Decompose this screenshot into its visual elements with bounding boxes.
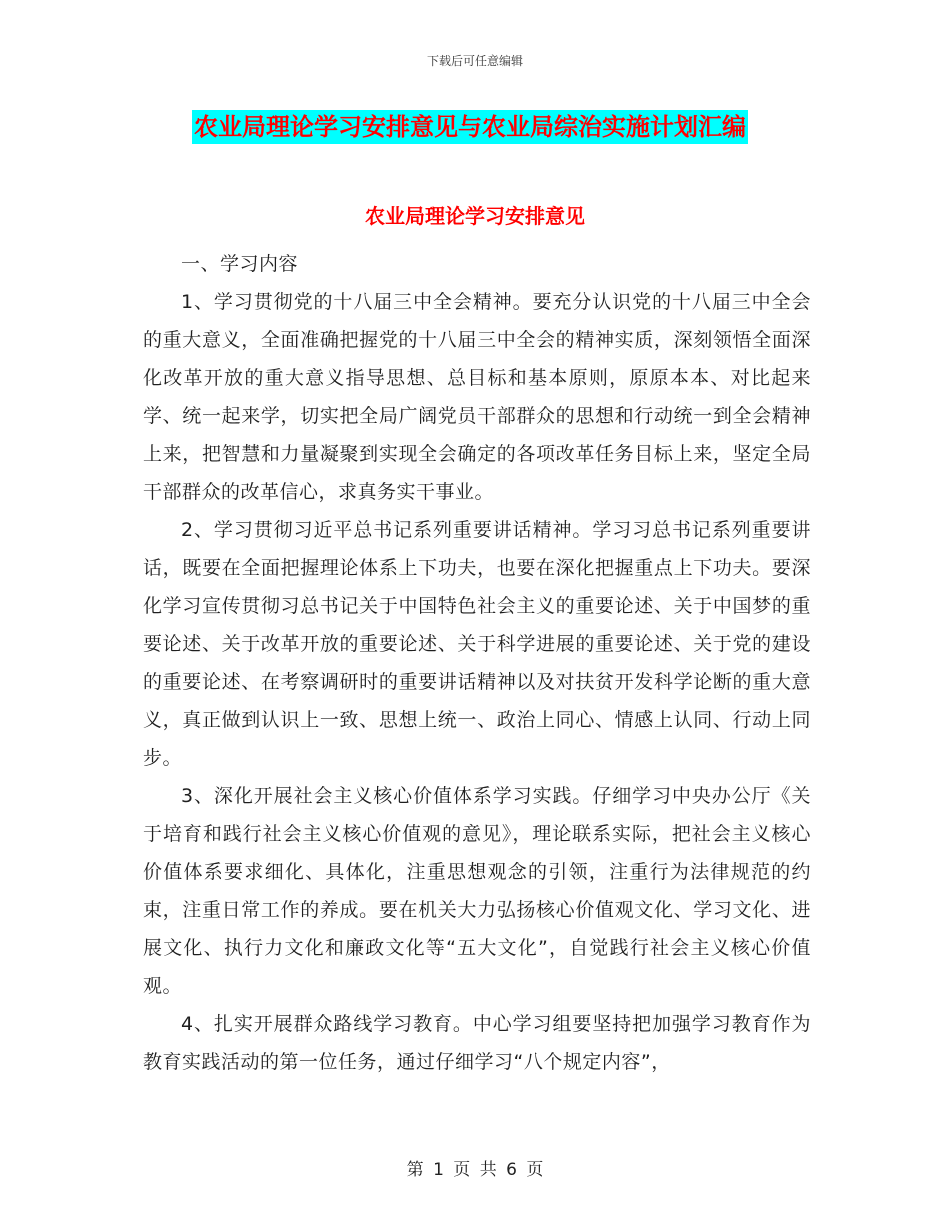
document-title: 农业局理论学习安排意见与农业局综治实施计划汇编	[192, 110, 748, 144]
paragraph-3: 3、深化开展社会主义核心价值体系学习实践。仔细学习中央办公厅《关于培育和践行社会主义核心价值观的意见》，理论联系实际，把社会主义核心价值体系要求细化、具体化，注重思想观念的引领，注重行为法律规范的约束，注重日常工作的养成。要在机关大力弘扬核心价值观文化、学习文化、进展文化、执行力文化和廉政文化等“五大文化”，自觉践行社会主义核心价值观。	[143, 785, 811, 997]
document-body	[143, 245, 811, 1081]
section-heading: 一、学习内容	[181, 253, 299, 275]
paragraph-4: 4、扎实开展群众路线学习教育。中心学习组要坚持把加强学习教育作为教育实践活动的第一位任务，通过仔细学习“八个规定内容”，	[143, 1013, 811, 1073]
section-title: 农业局理论学习安排意见	[365, 204, 585, 228]
paragraph-1: 1、学习贯彻党的十八届三中全会精神。要充分认识党的十八届三中全会的重大意义，全面准确把握党的十八届三中全会的精神实质，深刻领悟全面深化改革开放的重大意义指导思想、总目标和基本原则，原原本本、对比起来学、统一起来学，切实把全局广阔党员干部群众的思想和行动统一到全会精神上来，把智慧和力量凝聚到实现全会确定的各项改革任务目标上来，坚定全局干部群众的改革信心，求真务实干事业。	[143, 291, 811, 503]
page-number: 第 1 页 共 6 页	[406, 1160, 544, 1180]
paragraph-2: 2、学习贯彻习近平总书记系列重要讲话精神。学习习总书记系列重要讲话，既要在全面把握理论体系上下功夫，也要在深化把握重点上下功夫。要深化学习宣传贯彻习总书记关于中国特色社会主义的重要论述、关于中国梦的重要论述、关于改革开放的重要论述、关于科学进展的重要论述、关于党的建设的重要论述、在考察调研时的重要讲话精神以及对扶贫开发科学论断的重大意义，真正做到认识上一致、思想上统一、政治上同心、情感上认同、行动上同步。	[143, 519, 811, 769]
header-note: 下载后可任意编辑	[426, 54, 523, 68]
